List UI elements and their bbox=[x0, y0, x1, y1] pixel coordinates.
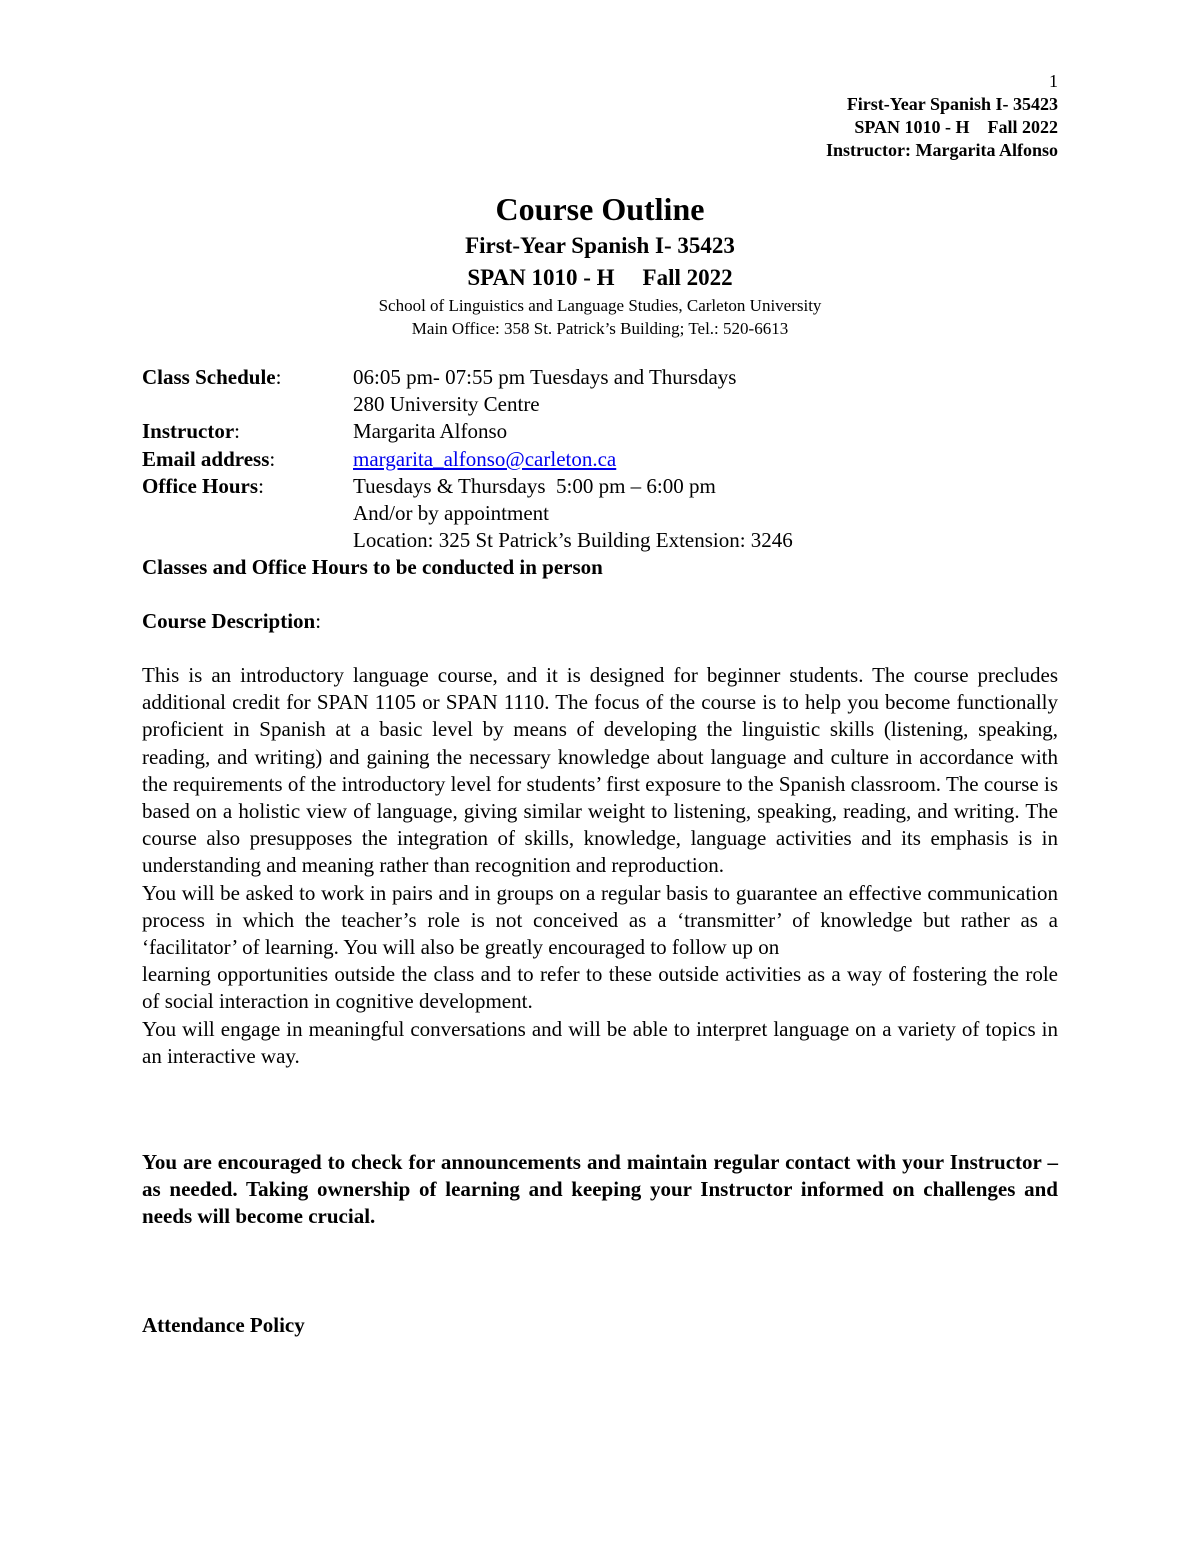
location-row bbox=[142, 527, 1058, 554]
schedule-label: Class Schedule bbox=[142, 365, 276, 389]
page-number: 1 bbox=[1049, 71, 1058, 91]
course-term: Fall 2022 bbox=[642, 265, 733, 290]
office-hours-row: Office Hours: Tuesdays & Thursdays 5:00 pm – 6:00 pm bbox=[142, 473, 1058, 500]
description-paragraph: This is an introductory language course, and it is designed for beginner students. The course precludes additional credit for SPAN 1105 or SPAN 1110. The focus of the course is to help you become functionally proficient in Spanish at a basic level by means of developing the linguistic skills (listening, speaking, reading, and writing) and gaining the necessary knowledge about language and culture in accordance with the requirements of the introductory level for students’ first exposure to the Spanish classroom. The course is based on a holistic view of language, giving similar weight to listening, speaking, reading, and writing. The course also presupposes the integration of skills, knowledge, language activities and its emphasis is in understanding and meaning rather than recognition and reproduction. bbox=[142, 663, 1058, 878]
main-office: Main Office: 358 St. Patrick’s Building; Tel.: 520-6613 bbox=[411, 319, 789, 338]
email-label: Email address bbox=[142, 446, 270, 471]
title-block bbox=[142, 188, 1058, 340]
office-hours-appointment: And/or by appointment bbox=[353, 501, 549, 526]
page-title: Course Outline bbox=[495, 191, 705, 227]
instructor-row: Instructor: Margarita Alfonso bbox=[142, 418, 1058, 445]
office-location: Location: 325 St Patrick’s Building Extension: 3246 bbox=[353, 528, 793, 553]
schedule-room: 280 University Centre bbox=[353, 392, 540, 417]
schedule-row: Class Schedule: 06:05 pm- 07:55 pm Tuesdays and Thursdays bbox=[142, 364, 1058, 391]
office-hours-label: Office Hours bbox=[142, 473, 259, 498]
header-course-line: First-Year Spanish I- 35423 bbox=[846, 94, 1058, 114]
header-instructor-line: Instructor: Margarita Alfonso bbox=[826, 140, 1058, 160]
attendance-policy-heading: Attendance Policy bbox=[142, 1313, 305, 1337]
course-info bbox=[142, 364, 1058, 582]
document-page bbox=[142, 0, 1058, 1553]
description-paragraph: You will be asked to work in pairs and in groups on a regular basis to guarantee an effective communication process in which the teacher’s role is not conceived as a ‘transmitter’ of knowledge but rather as a ‘facilitator’ of learning. You will also be greatly encouraged to follow up on bbox=[142, 880, 1058, 960]
instructor-label: Instructor bbox=[142, 419, 235, 444]
email-link[interactable]: margarita_alfonso@carleton.ca bbox=[353, 446, 617, 471]
course-title: First-Year Spanish I- 35423 bbox=[465, 233, 735, 258]
course-description-body bbox=[142, 662, 1058, 1070]
in-person-note: Classes and Office Hours to be conducted in person bbox=[142, 555, 603, 580]
course-code: SPAN 1010 - H bbox=[467, 265, 615, 290]
email-row: Email address: margarita_alfonso@carleton.ca bbox=[142, 446, 617, 471]
announcement-notice: You are encouraged to check for announcements and maintain regular contact with your Instructor – as needed. Taking ownership of learning and keeping your Instructor informed on challenges and needs will become crucial. bbox=[142, 1150, 1058, 1229]
course-code-term bbox=[142, 262, 1058, 294]
running-header bbox=[826, 70, 1058, 162]
school-name: School of Linguistics and Language Studies, Carleton University bbox=[378, 296, 822, 315]
appointment-row bbox=[142, 500, 1058, 527]
description-paragraph: You will engage in meaningful conversations and will be able to interpret language on a variety of topics in an interactive way. bbox=[142, 1016, 1058, 1068]
office-hours-time: Tuesdays & Thursdays 5:00 pm – 6:00 pm bbox=[353, 473, 716, 498]
schedule-time: 06:05 pm- 07:55 pm Tuesdays and Thursdays bbox=[353, 365, 737, 389]
instructor-name: Margarita Alfonso bbox=[353, 419, 508, 444]
header-code-line: SPAN 1010 - H Fall 2022 bbox=[854, 117, 1058, 137]
schedule-room-row bbox=[142, 391, 1058, 418]
description-paragraph: learning opportunities outside the class and to refer to these outside activities as a way of fostering the role of social interaction in cognitive development. bbox=[142, 962, 1058, 1014]
course-description-heading: Course Description: bbox=[142, 609, 322, 633]
